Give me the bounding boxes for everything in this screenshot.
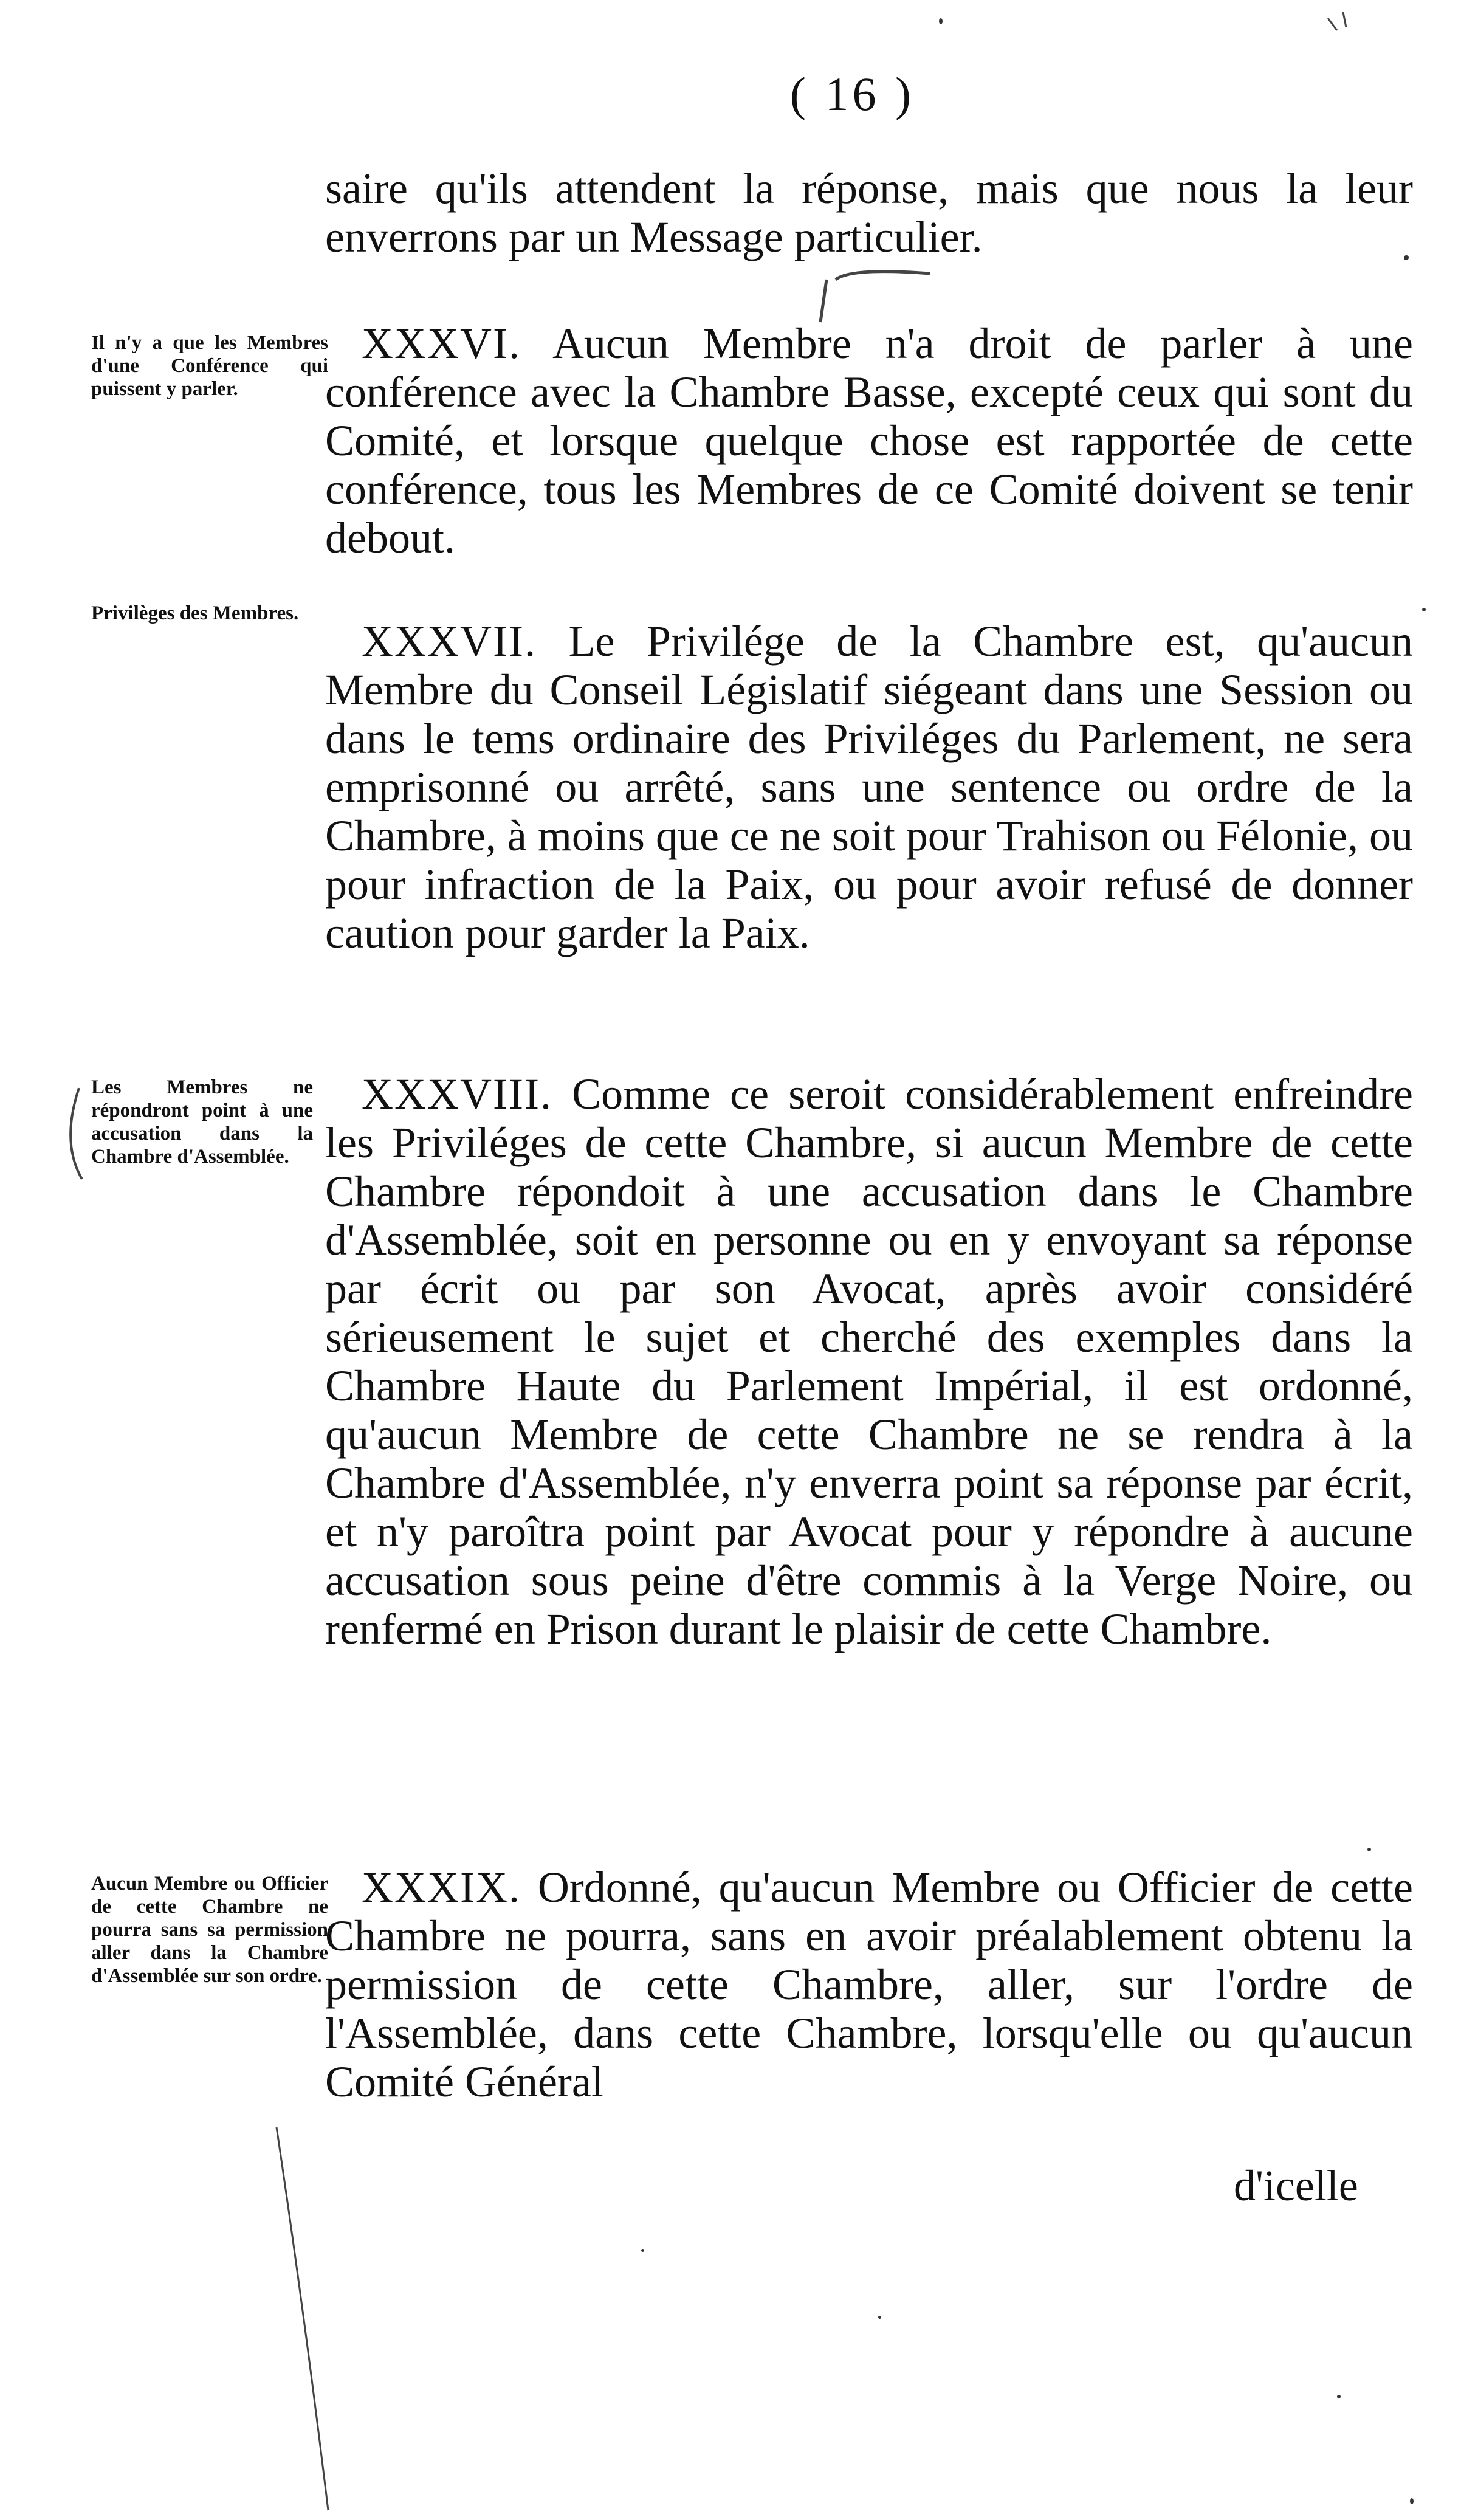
paper-speck [641,2249,644,2252]
page-number: ( 16 ) [790,67,915,120]
pencil-stroke [1328,12,1346,30]
paragraph-text: saire qu'ils attendent la réponse, mais que nous la leur enverrons par un Message particulier. [325,164,1413,261]
paper-speck [878,2316,881,2319]
pencil-stroke [277,2127,328,2510]
paragraph-text: Ordonné, qu'aucun Membre ou Officier de cette Chambre ne pourra, sans en avoir préalablement obtenu la permission de cette Chambre, aller, sur l'ordre de l'Assemblée, dans cette Chambre, lorsqu'elle ou qu'aucun Comité Général [325,1863,1413,2106]
article-numeral: XXXVI. [362,319,521,368]
paper-speck [1422,608,1426,611]
paragraph-text: Le Privilége de la Chambre est, qu'aucun Membre du Conseil Législatif siégeant dans une Session ou dans le tems ordinaire des Priviléges du Parlement, ne sera emprisonné ou arrêté, sans une sentence ou ordre de la Chambre, à moins que ce ne soit pour Trahison ou Félonie, ou pour infraction de la Paix, ou pour avoir refusé de donner caution pour garder la Paix. [325,617,1413,957]
catchword: d'icelle [1234,2161,1358,2210]
pencil-bracket [70,1088,82,1179]
article-numeral: XXXVIII. [362,1070,552,1118]
margin-note-officer: Aucun Membre ou Officier de cette Chambre ne pourra sans sa permission aller dans la Chambre d'Assemblée sur son ordre. [91,1873,328,1987]
paper-speck [1404,255,1409,260]
paper-speck [939,18,943,24]
margin-note-accusation: Les Membres ne répondront point à une accusation dans la Chambre d'Assemblée. [91,1076,313,1168]
article-numeral: XXXIX. [362,1863,521,1912]
paragraph-text: Comme ce seroit considérablement enfreindre les Priviléges de cette Chambre, si aucun Membre de cette Chambre répondoit à une accusation dans le Chambre d'Assemblée, soit en personne ou en y envoyant sa réponse par écrit ou par son Avocat, après avoir considéré sérieusement le sujet et cherché des exemples dans la Chambre Haute du Parlement Impérial, il est ordonné, qu'aucun Membre de cette Chambre ne se rendra à la Chambre d'Assemblée, n'y enverra point sa réponse par écrit, et n'y paroîtra point par Avocat pour y répondre à aucune accusation sous peine d'être commis à la Verge Noire, ou renfermé en Prison durant le plaisir de cette Chambre. [325,1070,1413,1653]
article-numeral: XXXVII. [362,617,537,666]
pencil-stroke [820,280,827,322]
pencil-stroke [836,272,930,280]
paper-speck [1367,1848,1371,1851]
margin-note-conference: Il n'y a que les Membres d'une Conférence qui puissent y parler. [91,332,328,400]
margin-note-privileges: Privilèges des Membres. [91,602,299,624]
paragraph-text: Aucun Membre n'a droit de parler à une conférence avec la Chambre Basse, excepté ceux qui sont du Comité, et lorsque quelque chose est rapportée de cette conférence, tous les Membres de ce Comité doivent se tenir debout. [325,319,1413,562]
paper-speck [1410,2498,1414,2504]
paper-speck [1337,2395,1341,2398]
